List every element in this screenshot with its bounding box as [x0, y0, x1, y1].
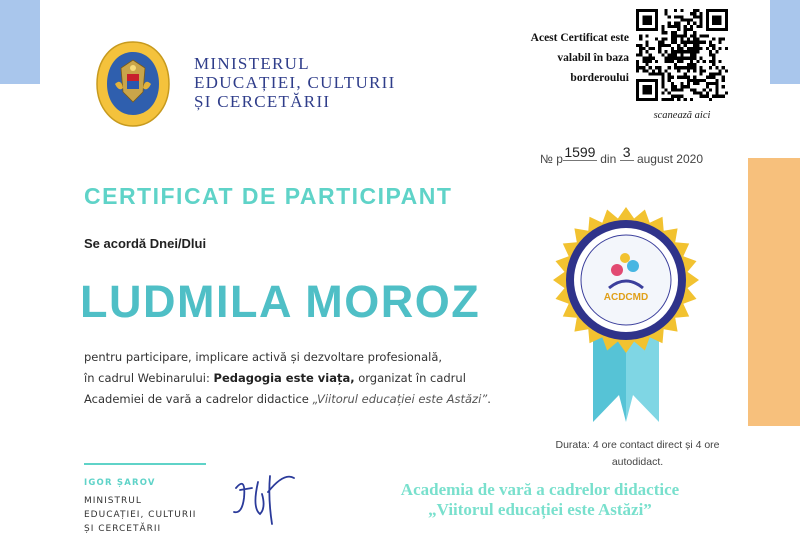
- signer-name: IGOR ȘAROV: [84, 478, 156, 488]
- body-text: Academiei de vară a cadrelor didactice: [84, 392, 313, 406]
- ministry-name: [194, 54, 396, 111]
- qr-note-line: borderoului: [570, 72, 629, 84]
- registration-din: din: [600, 152, 617, 166]
- academy-signature-text: [360, 480, 720, 520]
- body-text: organizat în cadrul: [354, 371, 466, 385]
- qr-validity-note: [505, 28, 629, 88]
- certificate-title: CERTIFICAT DE PARTICIPANT: [84, 183, 453, 209]
- qr-code-icon[interactable]: [636, 9, 728, 101]
- signer-role-line: MINISTRUL: [84, 496, 142, 506]
- moldova-coat-of-arms-icon: [93, 38, 173, 130]
- body-text: în cadrul Webinarului:: [84, 371, 214, 385]
- body-line: [84, 389, 554, 410]
- registration-line: [540, 144, 703, 167]
- ministry-line: MINISTERUL: [194, 54, 310, 73]
- academy-line: „Viitorul educației este Astăzi”: [428, 500, 652, 519]
- badge-emblem-label: ACDCMD: [603, 292, 649, 303]
- qr-note-line: valabil în baza: [557, 52, 629, 64]
- certificate-body-text: [84, 347, 554, 410]
- signature-divider: [84, 463, 206, 465]
- awarded-to-label: Se acordă Dnei/Dlui: [84, 236, 207, 251]
- registration-day: 3: [620, 144, 634, 161]
- academy-line: Academia de vară a cadrelor didactice: [400, 480, 680, 499]
- duration-note: Durata: 4 ore contact direct și 4 ore autodidact.: [555, 439, 720, 468]
- registration-prefix: № p: [540, 152, 563, 166]
- body-text: .: [487, 392, 491, 406]
- recipient-name: LUDMILA MOROZ: [80, 276, 481, 327]
- handwritten-signature-icon: [228, 468, 303, 530]
- body-line: pentru participare, implicare activă și dezvoltare profesională,: [84, 350, 443, 364]
- ministry-line: ȘI CERCETĂRII: [194, 92, 331, 111]
- body-line: [84, 368, 554, 389]
- webinar-title: Pedagogia este viața,: [213, 371, 355, 385]
- registration-month-year: august 2020: [636, 152, 703, 166]
- signer-role-line: EDUCAȚIEI, CULTURII: [84, 510, 197, 520]
- right-blue-accent-bar: [770, 0, 800, 84]
- registration-number: 1599: [564, 144, 596, 160]
- right-orange-accent-bar: [748, 158, 800, 426]
- award-badge-icon: [551, 190, 701, 435]
- signer-role-line: ȘI CERCETĂRII: [84, 524, 162, 534]
- ministry-line: EDUCAȚIEI, CULTURII: [194, 73, 396, 92]
- qr-note-line: Acest Certificat este: [530, 32, 629, 44]
- left-blue-accent-bar: [0, 0, 40, 84]
- academy-quote: „Viitorul educației este Astăzi”: [312, 392, 488, 406]
- qr-caption: scanează aici: [653, 110, 711, 121]
- signer-role: [84, 494, 196, 536]
